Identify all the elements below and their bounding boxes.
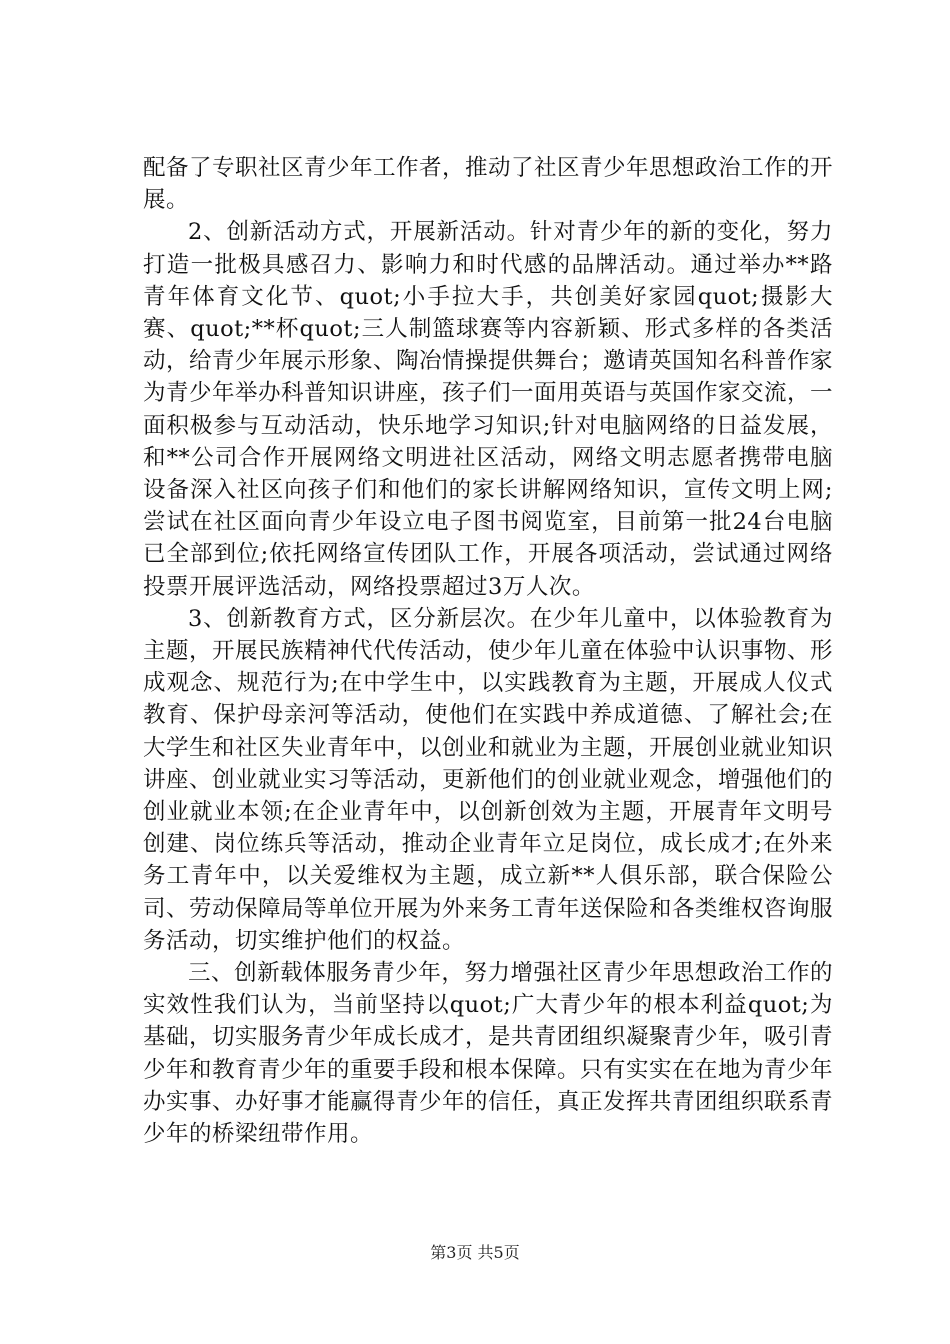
paragraph-education: 3、创新教育方式，区分新层次。在少年儿童中，以体验教育为主题，开展民族精神代代传活动，使少年儿童在体验中认识事物、形成观念、规范行为;在中学生中，以实践教育为主题，开展成人仪式教育、保护母亲河等活动，使他们在实践中养成道德、了解社会;在大学生和社区失业青年中，以创业和就业为主题，开展创业就业知识讲座、创业就业实习等活动，更新他们的创业就业观念，增强他们的创业就业本领;在企业青年中，以创新创效为主题，开展青年文明号创建、岗位练兵等活动，推动企业青年立足岗位，成长成才;在外来务工青年中，以关爱维权为主题，成立新**人俱乐部，联合保险公司、劳动保障局等单位开展为外来务工青年送保险和各类维权咨询服务活动，切实维护他们的权益。 [143,605,834,954]
page-footer [0,1243,950,1263]
paragraph-continuation: 配备了专职社区青少年工作者，推动了社区青少年思想政治工作的开展。 [143,155,834,214]
paragraph-activities: 2、创新活动方式，开展新活动。针对青少年的新的变化，努力打造一批极具感召力、影响力和时代感的品牌活动。通过举办**路青年体育文化节、quot;小手拉大手，共创美好家园quot;摄影大赛、quot;**杯quot;三人制篮球赛等内容新颖、形式多样的各类活动，给青少年展示形象、陶冶情操提供舞台；邀请英国知名科普作家为青少年举办科普知识讲座，孩子们一面用英语与英国作家交流，一面积极参与互动活动，快乐地学习知识;针对电脑网络的日益发展，和**公司合作开展网络文明进社区活动，网络文明志愿者携带电脑设备深入社区向孩子们和他们的家长讲解网络知识，宣传文明上网;尝试在社区面向青少年设立电子图书阅览室，目前第一批24台电脑已全部到位;依托网络宣传团队工作，开展各项活动，尝试通过网络投票开展评选活动，网络投票超过3万人次。 [143,219,834,600]
paragraph-service: 三、创新载体服务青少年，努力增强社区青少年思想政治工作的实效性我们认为，当前坚持以quot;广大青少年的根本利益quot;为基础，切实服务青少年成长成才，是共青团组织凝聚青少年，吸引青少年和教育青少年的重要手段和根本保障。只有实实在在地为青少年办实事、办好事才能赢得青少年的信任，真正发挥共青团组织联系青少年的桥梁纽带作用。 [143,960,834,1148]
document-body [143,152,833,1150]
page-number: 第3页 共5页 [430,1243,520,1262]
